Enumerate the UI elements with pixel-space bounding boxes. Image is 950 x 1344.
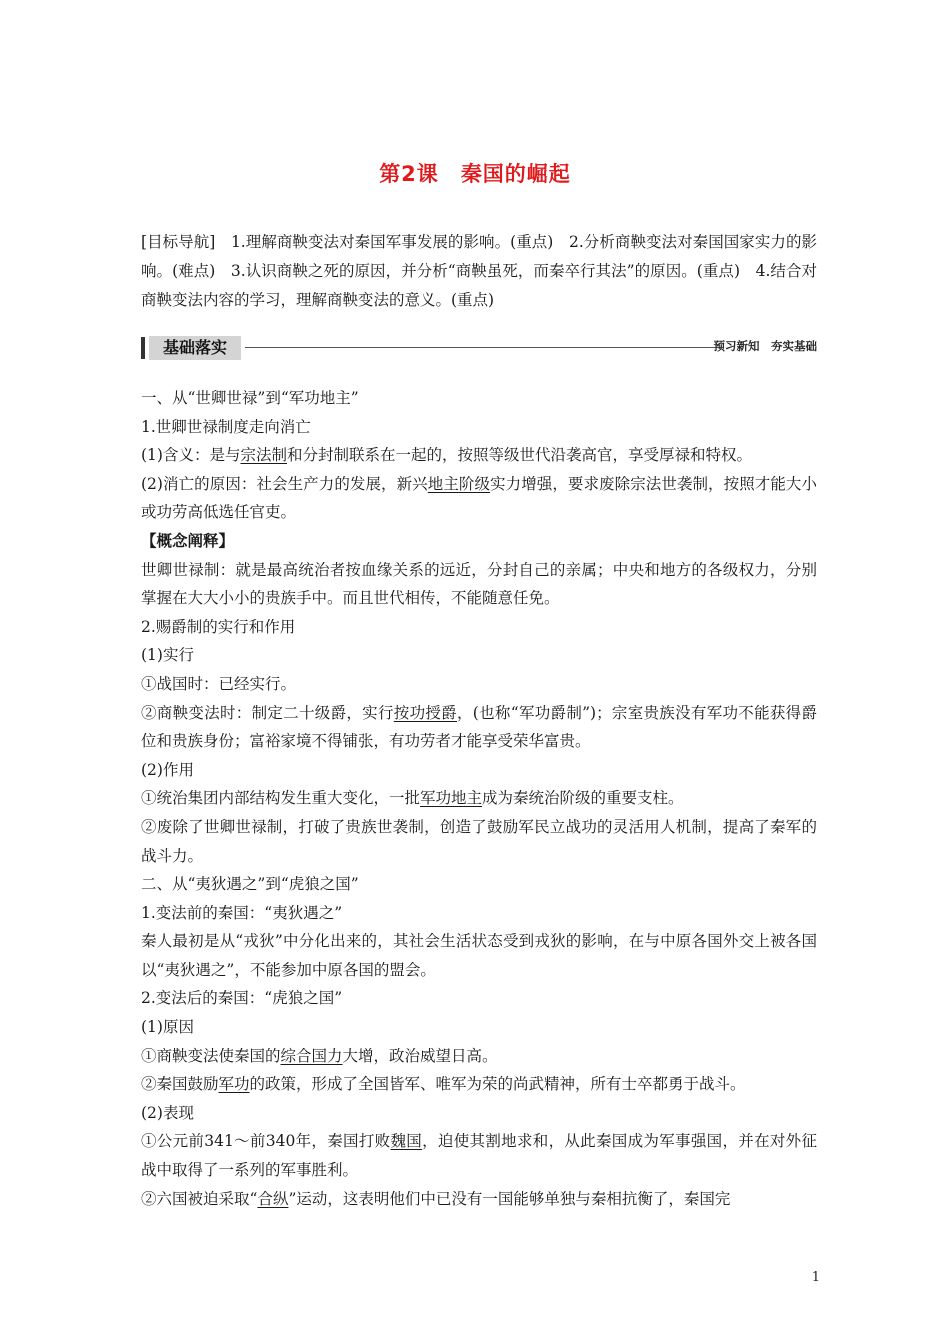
lesson-number: 第2课 [379,162,439,186]
subheading-4: 2.变法后的秦国：“虎狼之国” [141,989,343,1008]
section-header [141,334,817,362]
underlined-term: 军功地主 [420,789,483,808]
paragraph-definition: (1)含义：是与宗法制和分封制联系在一起的，按照等级世代沿袭高官，享受厚禄和特权。 [141,446,752,465]
item-implementation: (1)实行 [141,646,194,665]
underlined-term: 宗法制 [240,446,287,465]
subheading-1: 1.世卿世禄制度走向消亡 [141,417,311,436]
item-reform: ②商鞅变法时：制定二十级爵，实行按功授爵，(也称“军功爵制”)；宗室贵族没有军功不能获得爵位和贵族身份；富裕家境不得铺张，有功劳者才能享受荣华富贵。 [141,703,817,751]
section-divider [245,347,723,348]
lesson-name: 秦国的崛起 [460,162,571,186]
underlined-term: 军功 [218,1075,250,1094]
heading-1: 一、从“世卿世禄”到“军功地主” [141,389,359,407]
underlined-term: 合纵 [257,1189,289,1208]
heading-2: 二、从“夷狄遇之”到“虎狼之国” [141,875,359,894]
subheading-2: 2.赐爵制的实行和作用 [141,617,296,636]
item-warring-states: ①战国时：已经实行。 [141,674,297,693]
underlined-term: 综合国力 [280,1046,343,1065]
subheading-3: 1.变法前的秦国：“夷狄遇之” [141,903,343,922]
learning-objectives: [目标导航] 1.理解商鞅变法对秦国军事发展的影响。(重点) 2.分析商鞅变法对秦国国家实力的影响。(难点) 3.认识商鞅之死的原因，并分析“商鞅虽死，而秦卒行其法”的原因。(重点) 4.结合对商鞅变法内容的学习，理解商鞅变法的意义。(重点) [141,233,817,309]
item-manifestation-1: ①公元前341～前340年，秦国打败魏国，迫使其割地求和，从此秦国成为军事强国，并在对外征战中取得了一系列的军事胜利。 [141,1132,817,1180]
item-manifestation-2: ②六国被迫采取“合纵”运动，这表明他们中已没有一国能够单独与秦相抗衡了，秦国完 [141,1189,731,1208]
item-effect-1: ①统治集团内部结构发生重大变化，一批军功地主成为秦统治阶级的重要支柱。 [141,789,684,808]
section-marker [141,337,145,359]
item-effect: (2)作用 [141,760,194,779]
underlined-term: 魏国 [390,1132,423,1151]
item-manifestation: (2)表现 [141,1103,194,1122]
paragraph-before-reform: 秦人最初是从“戎狄”中分化出来的，其社会生活状态受到戎狄的影响，在与中原各国外交上被各国以“夷狄遇之”，不能参加中原各国的盟会。 [141,932,817,979]
underlined-term: 地主阶级 [427,474,491,493]
body-content [141,384,817,1213]
section-subtitle: 预习新知 夯实基础 [713,339,817,353]
item-cause: (1)原因 [141,1018,194,1037]
underlined-term: 按功授爵 [393,703,457,722]
item-cause-2: ②秦国鼓励军功的政策，形成了全国皆军、唯军为荣的尚武精神，所有士卒都勇于战斗。 [141,1075,746,1094]
item-effect-2: ②废除了世卿世禄制，打破了贵族世袭制，创造了鼓励军民立战功的灵活用人机制，提高了秦军的战斗力。 [141,817,817,865]
section-label: 基础落实 [149,336,241,360]
paragraph-reason: (2)消亡的原因：社会生产力的发展，新兴地主阶级实力增强，要求废除宗法世袭制，按照才能大小或功劳高低选任官吏。 [141,474,817,522]
concept-paragraph: 世卿世禄制：就是最高统治者按血缘关系的远近，分封自己的亲属；中央和地方的各级权力，分别掌握在大大小小的贵族手中。而且世代相传，不能随意任免。 [141,560,817,608]
page-number: 1 [811,1270,820,1285]
concept-heading: 【概念阐释】 [141,530,235,550]
item-cause-1: ①商鞅变法使秦国的综合国力大增，政治威望日高。 [141,1046,498,1065]
lesson-title [0,158,950,188]
